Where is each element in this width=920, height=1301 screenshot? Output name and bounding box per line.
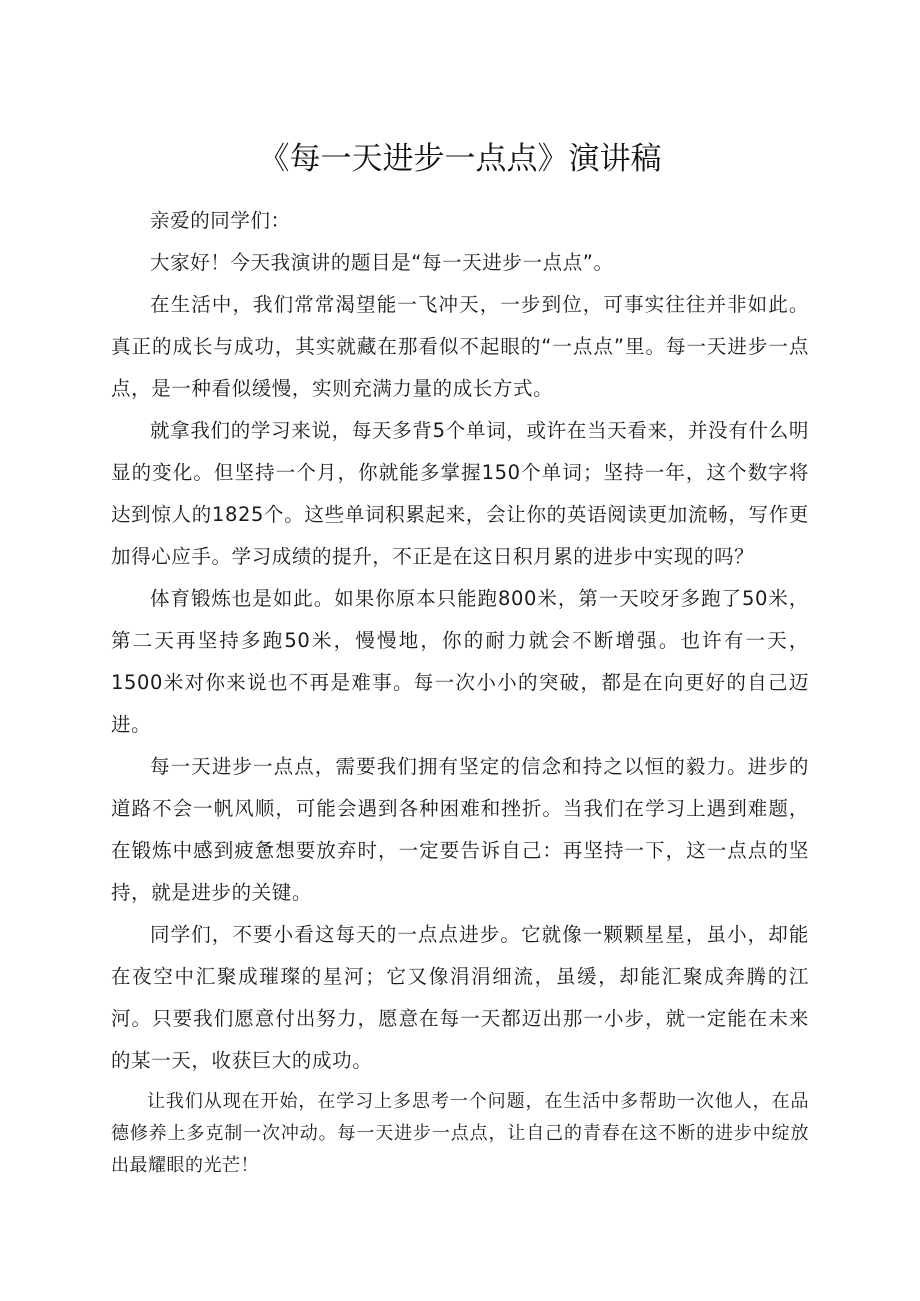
body-paragraph: 在生活中，我们常常渴望能一飞冲天，一步到位，可事实往往并非如此。真正的成长与成功，其实就藏在那看似不起眼的“一点点”里。每一天进步一点点，是一种看似缓慢，实则充满力量的成长方式。 bbox=[111, 293, 809, 400]
body-paragraph: 每一天进步一点点，需要我们拥有坚定的信念和持之以恒的毅力。进步的道路不会一帆风顺，可能会遇到各种困难和挫折。当我们在学习上遇到难题，在锻炼中感到疲惫想要放弃时，一定要告诉自己：再坚持一下，这一点点的坚持，就是进步的关键。 bbox=[111, 755, 809, 904]
body-paragraph: 同学们，不要小看这每天的一点点进步。它就像一颗颗星星，虽小，却能在夜空中汇聚成璀璨的星河；它又像涓涓细流，虽缓，却能汇聚成奔腾的江河。只要我们愿意付出努力，愿意在每一天都迈出那一小步，就一定能在未来的某一天，收获巨大的成功。 bbox=[111, 923, 809, 1072]
body-paragraph: 就拿我们的学习来说，每天多背5个单词，或许在当天看来，并没有什么明显的变化。但坚持一个月，你就能多掌握150个单词；坚持一年，这个数字将达到惊人的1825个。这些单词积累起来，会让你的英语阅读更加流畅，写作更加得心应手。学习成绩的提升，不正是在这日积月累的进步中实现的吗？ bbox=[111, 419, 809, 568]
document-body bbox=[111, 200, 809, 1182]
salutation-paragraph: 亲爱的同学们： bbox=[150, 209, 291, 232]
greeting-paragraph: 大家好！今天我演讲的题目是“每一天进步一点点”。 bbox=[150, 251, 614, 274]
document-title: 《每一天进步一点点》演讲稿 bbox=[258, 140, 662, 177]
body-paragraph: 体育锻炼也是如此。如果你原本只能跑800米，第一天咬牙多跑了50米，第二天再坚持多跑50米，慢慢地，你的耐力就会不断增强。也许有一天，1500米对你来说也不再是难事。每一次小小的突破，都是在向更好的自己迈进。 bbox=[111, 587, 809, 736]
closing-paragraph: 让我们从现在开始，在学习上多思考一个问题，在生活中多帮助一次他人，在品德修养上多克制一次冲动。每一天进步一点点，让自己的青春在这不断的进步中绽放出最耀眼的光芒！ bbox=[111, 1091, 809, 1176]
